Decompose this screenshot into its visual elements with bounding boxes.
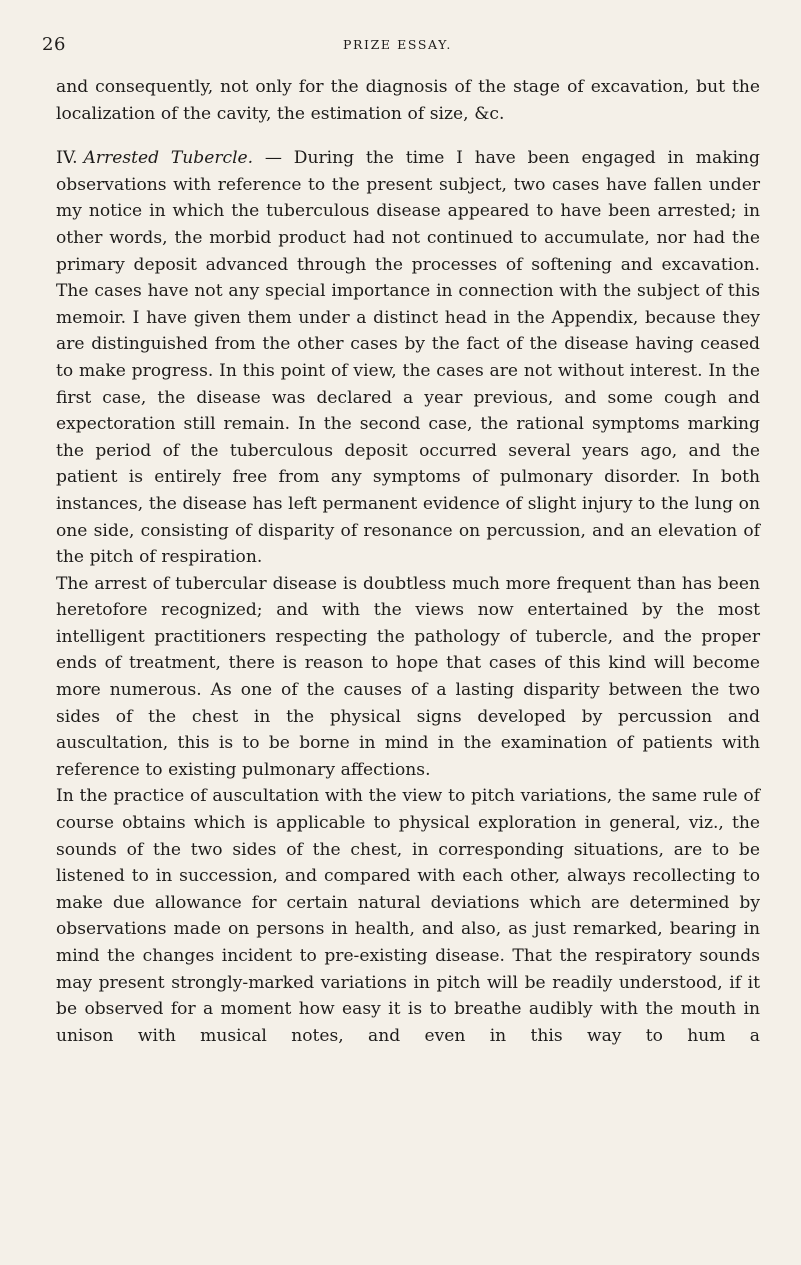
running-title: PRIZE ESSAY.: [343, 37, 452, 52]
section-paragraph: [56, 145, 760, 571]
running-head: [42, 34, 753, 54]
page-number: 26: [42, 34, 66, 55]
paragraph-auscultation: In the practice of auscultation with the view to pitch variations, the same rule of course obtains which is applicable to physical exploration in general, viz., the sounds of the two sides of the chest, in corresponding situations, are to be listened to in succession, and compared with each other, always recollecting to make due allowance for certain natural deviations which are determined by observations made on persons in health, and also, as just remarked, bearing in mind the changes incident to pre-existing disease. That the respiratory sounds may present strongly-marked variations in pitch will be readily understood, if it be observed for a moment how easy it is to breathe audibly with the mouth in unison with musical notes, and even in this way to hum a: [56, 786, 760, 1046]
section-number: IV.: [56, 148, 78, 169]
paragraph-arrest: The arrest of tubercular disease is doubtless much more frequent than has been heretofore recognized; and with the views now entertained by the most intelligent practitioners respecting the pathology of tubercle, and the proper ends of treatment, there is reason to hope that cases of this kind will become more numerous. As one of the causes of a lasting disparity between the two sides of the chest in the physical signs developed by percussion and auscultation, this is to be borne in mind in the examination of patients with reference to existing pulmonary affections.: [56, 573, 760, 780]
section-heading: Arrested Tubercle.: [83, 148, 254, 169]
section-first-paragraph: During the time I have been engaged in making observations with reference to the present subject, two cases have fallen under my notice in which the tuberculous disease appeared to have been arrested; in other words, the morbid product had not continued to accumulate, nor had the primary deposit advanced through the processes of softening and excavation. The cases have not any special importance in connection with the subject of this memoir. I have given them under a distinct head in the Appendix, because they are distinguished from the other cases by the fact of the disease having ceased to make progress. In this point of view, the cases are not without interest. In the first case, the disease was declared a year previous, and some cough and expectoration still remain. In the second case, the rational symptoms marking the period of the tuberculous deposit occurred several years ago, and the patient is entirely free from any symptoms of pulmonary disorder. In both instances, the disease has left permanent evidence of slight injury to the lung on one side, consisting of disparity of resonance on percussion, and an elevation of the pitch of respiration.: [56, 148, 760, 568]
intro-paragraph: and consequently, not only for the diagnosis of the stage of excavation, but the localization of the cavity, the estimation of size, &c.: [56, 77, 760, 124]
section-dash: —: [253, 148, 294, 169]
body-text: [56, 74, 760, 1049]
